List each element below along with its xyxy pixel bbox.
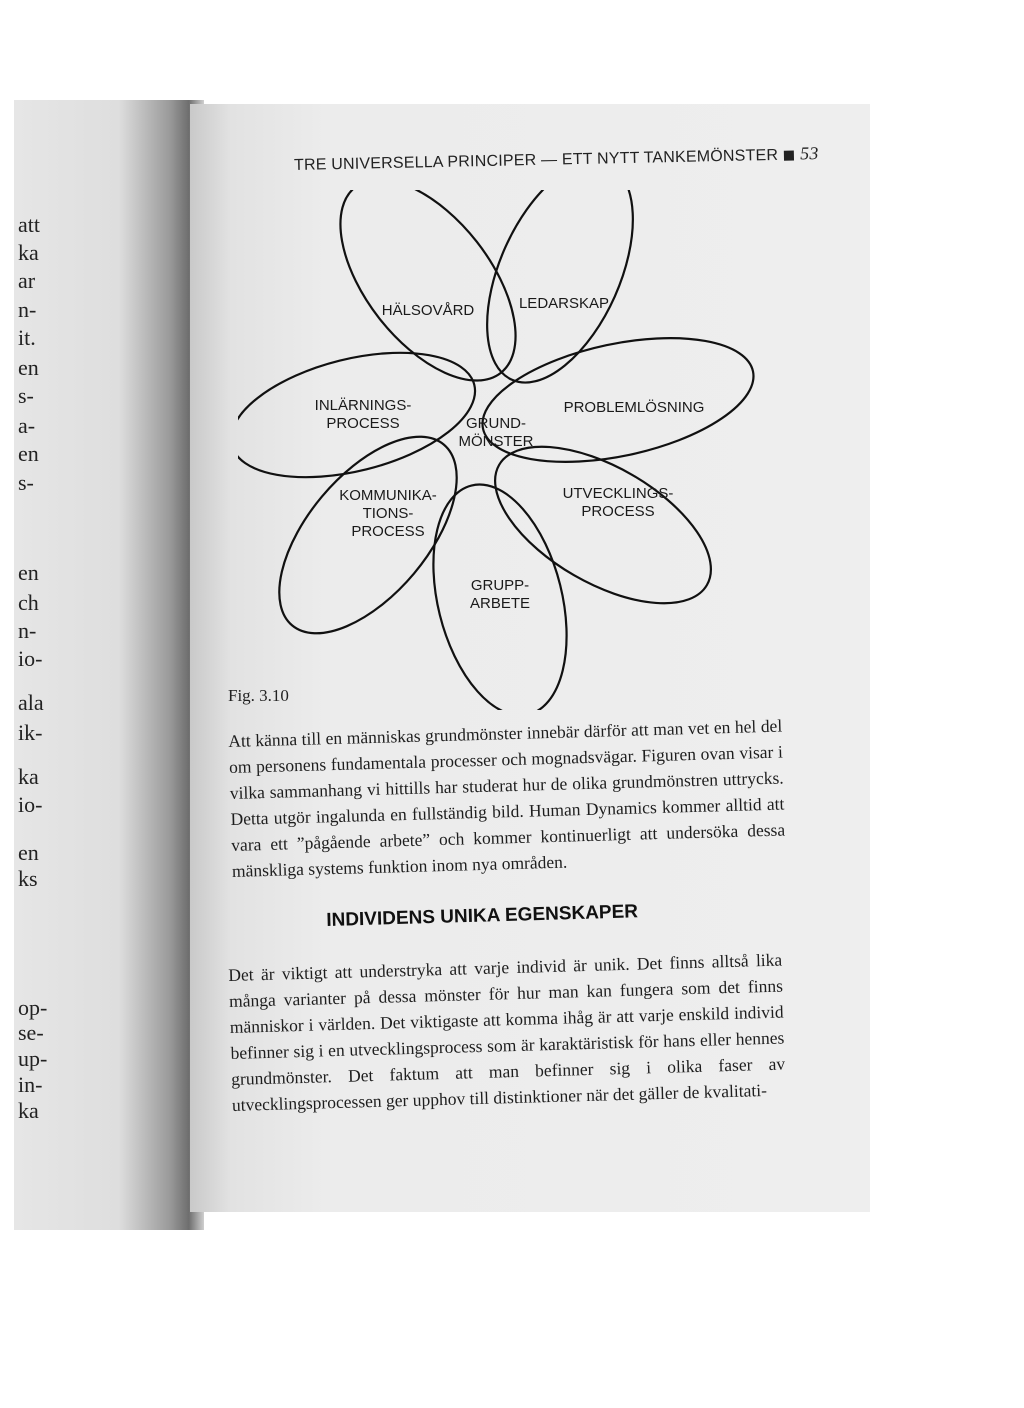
left-page-fragment: s- — [18, 383, 34, 408]
left-page-fragment: n- — [18, 297, 37, 322]
left-page-fragment: s- — [18, 470, 34, 495]
left-page-fragment: ala — [18, 690, 44, 715]
petal-label-ledarskap: LEDARSKAP — [518, 295, 610, 312]
left-page-fragment: ka — [18, 1098, 39, 1123]
page-number: 53 — [799, 143, 819, 164]
left-page-fragment: se- — [18, 1020, 44, 1045]
left-page-fragment: en — [18, 355, 39, 380]
left-page-fragment: ar — [18, 268, 36, 293]
petal-label-grupparbete: GRUPP-ARBETE — [469, 577, 531, 612]
left-page-fragment: in- — [18, 1072, 43, 1097]
left-page-fragment: io- — [18, 792, 43, 817]
body-paragraph-2: Det är viktigt att understryka att varje individ är unik. Det finns alltså lika många varianter på dessa mönster för hur man kan fungera som det finns människor i världen. Det viktigaste att komma ihåg är att varje enskild individ befinner sig i en utvecklingsprocess som är karaktäristisk för hans eller hennes grundmönster. Det faktum att man befinner sig i olika faser av utvecklingsprocessen ger upphov till distinktioner när det gäller de kvalitati- — [228, 949, 786, 1115]
left-page-fragment: en — [18, 560, 39, 585]
petal-halsovard — [306, 190, 549, 411]
figure-caption: Fig. 3.10 — [228, 686, 289, 705]
square-bullet-icon — [784, 150, 794, 160]
left-page-text-fragments — [14, 100, 74, 1230]
left-page-fragment: a- — [18, 413, 36, 438]
petal-label-kommunikationsprocess: KOMMUNIKA-TIONS-PROCESS — [339, 487, 437, 540]
running-head — [294, 143, 834, 175]
left-page-fragment: ka — [18, 764, 39, 789]
section-heading: INDIVIDENS UNIKA EGENSKAPER — [326, 901, 639, 931]
left-page-fragment: n- — [18, 618, 37, 643]
left-page-fragment: att — [18, 212, 40, 237]
petal-label-utvecklingsprocess: UTVECKLINGS-PROCESS — [562, 485, 674, 520]
left-page-fragment: ch — [18, 590, 39, 615]
left-page-fragment: en — [18, 840, 39, 865]
flower-diagram — [238, 190, 758, 710]
left-page-fragment: en — [18, 441, 39, 466]
left-page-fragment: io- — [18, 646, 43, 671]
petal-label-inlarningsprocess: INLÄRNINGS-PROCESS — [314, 397, 412, 432]
left-page-fragment: ks — [18, 866, 38, 891]
running-head-title: TRE UNIVERSELLA PRINCIPER — ETT NYTT TANKEMÖNSTER — [293, 146, 779, 174]
body-paragraph-1: Att känna till en människas grundmönster innebär därför att man vet en hel del om personens fundamentala processer och mognadsvägar. Figuren ovan visar i vilka sammanhang vi hittills har studerat hur de olika grundmönstren uttrycks. Detta utgör ingalunda en fullständig bild. Human Dynamics kommer alltid att vara ett ”pågående arbete” och kommer kontinuerligt att undersöka dessa mänskliga systems funktion inom nya områden. — [228, 715, 786, 881]
petal-label-halsovard: HÄLSOVÅRD — [381, 302, 475, 319]
left-page-edge — [14, 100, 204, 1230]
left-page-fragment: it. — [18, 325, 36, 350]
center-label-grundmonster: GRUND-MÖNSTER — [458, 415, 534, 450]
left-page-fragment: up- — [18, 1046, 48, 1071]
petal-label-problemlosning: PROBLEMLÖSNING — [563, 399, 705, 416]
left-page-fragment: op- — [18, 995, 48, 1020]
left-page-fragment: ik- — [18, 720, 43, 745]
left-page-fragment: ka — [18, 240, 39, 265]
